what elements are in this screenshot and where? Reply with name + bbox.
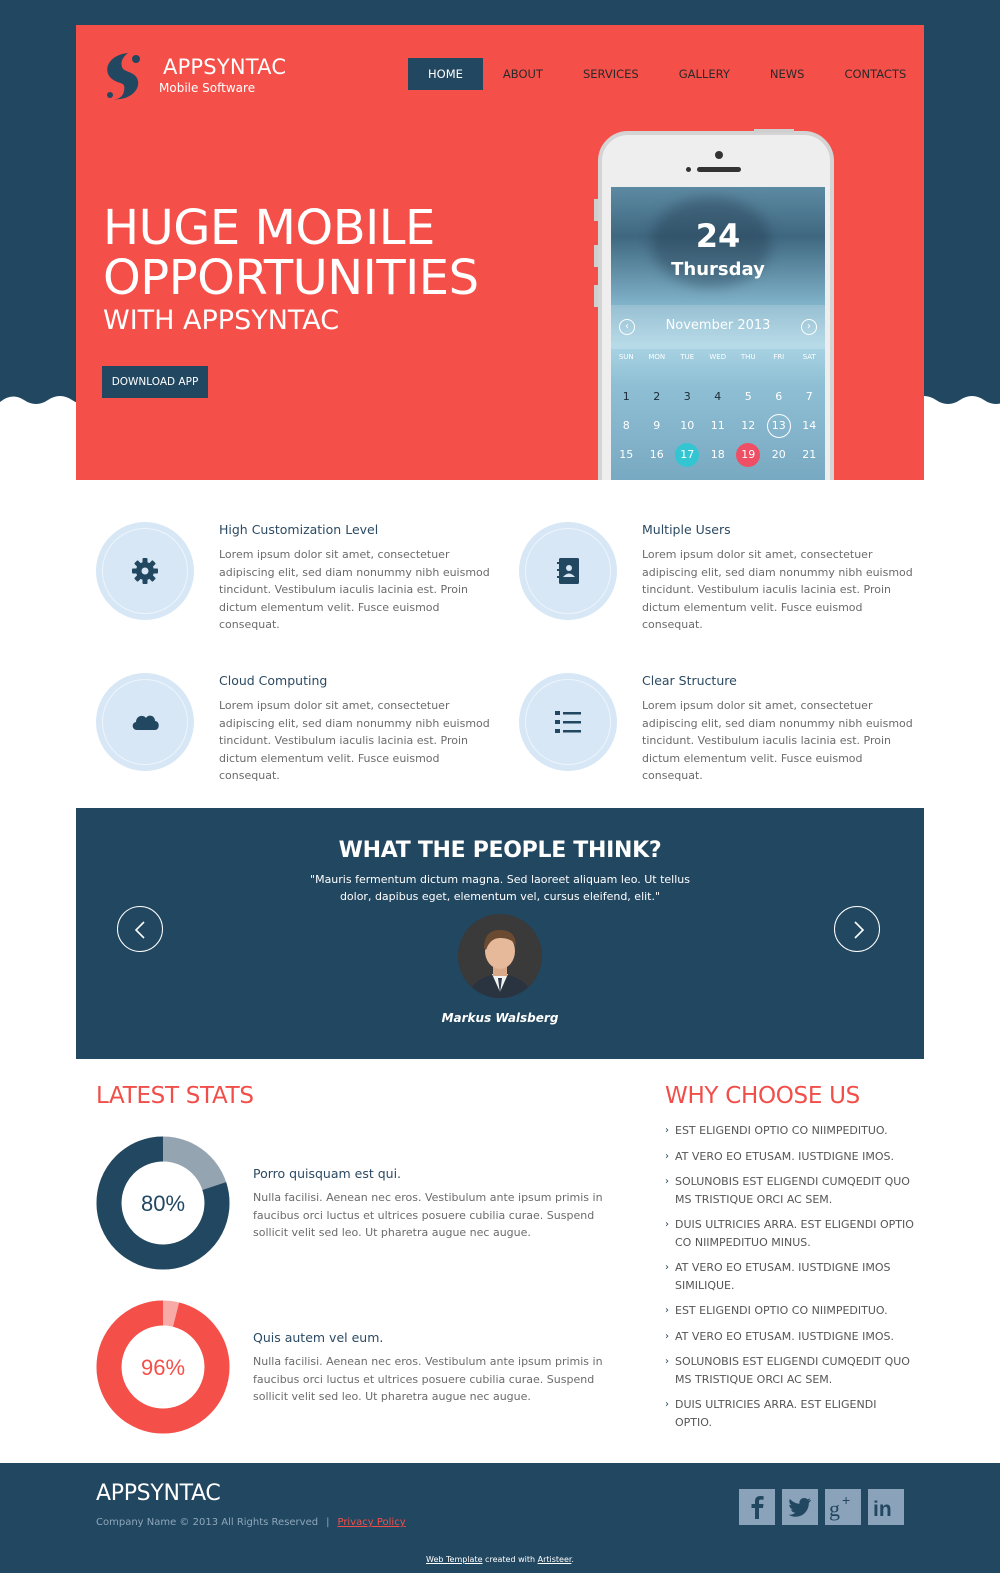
nav-contacts[interactable]: CONTACTS — [844, 67, 907, 81]
nav-services[interactable]: SERVICES — [582, 67, 639, 81]
calendar-day[interactable]: 9 — [653, 419, 661, 432]
linkedin-icon — [868, 1489, 904, 1525]
feature-icon-circle — [96, 522, 194, 620]
nav-news[interactable]: NEWS — [769, 67, 805, 81]
calendar-day[interactable]: 15 — [619, 448, 634, 461]
twitter-button[interactable] — [782, 1489, 818, 1525]
main-nav — [408, 58, 924, 90]
list-item: › AT VERO EO ETUSAM. IUSTDIGNE IMOS. — [665, 1148, 915, 1166]
twitter-icon — [782, 1489, 818, 1525]
chevron-left-icon — [131, 920, 151, 940]
list-item: › EST ELIGENDI OPTIO CO NIIMPEDITUO. — [665, 1302, 915, 1320]
artisteer-link[interactable]: Artisteer — [537, 1555, 572, 1564]
calendar-month-bar — [611, 305, 825, 349]
calendar-day-number: 24 — [695, 217, 741, 255]
credit-text: created with — [482, 1555, 538, 1564]
calendar-day[interactable]: 7 — [805, 390, 813, 403]
stat-percent-label: 80% — [140, 1191, 186, 1216]
feature-text: Lorem ipsum dolor sit amet, consectetuer adipiscing elit, sed diam nonummy nibh euismod tincidunt. Vestibulum iaculis lacinia est. Proin dictum elementum velit. Fusce euismod consequat. — [219, 548, 490, 631]
why-title: WHY CHOOSE US — [665, 1083, 860, 1109]
stat-title: Porro quisquam est qui. — [253, 1166, 402, 1181]
weekday-label: WED — [709, 353, 727, 361]
nav-home[interactable]: HOME — [408, 58, 483, 90]
stat-item-2 — [96, 1300, 636, 1436]
calendar-prev-icon[interactable]: ‹ — [619, 319, 635, 335]
stats-title: LATEST STATS — [96, 1083, 254, 1109]
calendar-weekday-row — [611, 353, 825, 361]
list-item: › SOLUNOBIS EST ELIGENDI CUMQEDIT QUO MS TRISTIQUE ORCI AC SEM. — [665, 1175, 910, 1206]
chevron-right-icon: › — [665, 1305, 669, 1316]
feature-title: High Customization Level — [219, 522, 379, 537]
testimonial-quote: "Mauris fermentum dictum magna. Sed laoreet aliquam leo. Ut tellus dolor, dapibus eget, elementum vel, cursus eleifend, elit." — [310, 873, 690, 903]
hero-headline-line2: OPPORTUNITIES — [103, 250, 479, 306]
calendar-day[interactable]: 8 — [622, 419, 630, 432]
list-item: › SOLUNOBIS EST ELIGENDI CUMQEDIT QUO MS TRISTIQUE ORCI AC SEM. — [665, 1355, 910, 1386]
chevron-right-icon: › — [665, 1176, 669, 1187]
weekday-label: SUN — [618, 353, 634, 361]
feature-clear-structure — [499, 673, 919, 782]
feature-icon-circle — [96, 673, 194, 771]
phone-mute-switch — [594, 199, 598, 221]
feature-title: Clear Structure — [642, 673, 737, 688]
contact-book-icon — [552, 555, 584, 587]
web-template-link[interactable]: Web Template — [426, 1555, 483, 1564]
calendar-day[interactable]: 4 — [714, 390, 722, 403]
hero-headline-line1: HUGE MOBILE — [103, 200, 435, 256]
calendar-week-3 — [611, 444, 825, 466]
list-item: › EST ELIGENDI OPTIO CO NIIMPEDITUO. — [665, 1122, 915, 1140]
calendar-day[interactable]: 14 — [802, 419, 817, 432]
stat-text: Nulla facilisi. Aenean nec eros. Vestibulum ante ipsum primis in faucibus orci luctus et ultrices posuere cubilia curae. Suspend sollicit velit sed leo. Ut pharetra augue nec augue. — [253, 1191, 603, 1239]
facebook-icon — [739, 1489, 775, 1525]
stat-item-1 — [96, 1136, 636, 1272]
credit-end: . — [571, 1555, 574, 1564]
phone-speaker — [697, 167, 741, 172]
feature-customization — [76, 522, 496, 631]
feature-text: Lorem ipsum dolor sit amet, consectetuer adipiscing elit, sed diam nonummy nibh euismod tincidunt. Vestibulum iaculis lacinia est. Proin dictum elementum velit. Fusce euismod consequat. — [642, 548, 913, 631]
calendar-day[interactable]: 16 — [649, 448, 664, 461]
hero-subheadline: WITH APPSYNTAC — [103, 305, 340, 336]
calendar-day-today[interactable]: 17 — [672, 444, 703, 466]
phone-camera — [715, 151, 723, 159]
feature-text: Lorem ipsum dolor sit amet, consectetuer adipiscing elit, sed diam nonummy nibh euismod tincidunt. Vestibulum iaculis lacinia est. Proin dictum elementum velit. Fusce euismod consequat. — [642, 699, 913, 782]
hero-headline — [103, 200, 479, 306]
privacy-policy-link[interactable]: Privacy Policy — [337, 1517, 406, 1528]
stat-title: Quis autem vel eum. — [253, 1330, 384, 1345]
gear-icon — [129, 555, 161, 587]
feature-title: Multiple Users — [642, 522, 731, 537]
calendar-day[interactable]: 5 — [744, 390, 752, 403]
calendar-day-selected[interactable]: 13 — [764, 415, 795, 437]
calendar-day[interactable]: 6 — [775, 390, 783, 403]
svg-text:g: g — [829, 1496, 840, 1521]
list-item: › DUIS ULTRICIES ARRA. EST ELIGENDI OPTIO. — [665, 1398, 877, 1429]
footer — [0, 1463, 1000, 1573]
logo-icon — [98, 51, 148, 101]
testimonial-next-button[interactable] — [834, 906, 880, 952]
calendar-week-2 — [611, 415, 825, 437]
phone-volume-up — [594, 245, 598, 267]
feature-title: Cloud Computing — [219, 673, 328, 688]
cloud-icon — [129, 706, 161, 738]
feature-icon-circle — [519, 673, 617, 771]
svg-text:+: + — [842, 1492, 851, 1508]
chevron-right-icon: › — [665, 1330, 669, 1342]
facebook-button[interactable] — [739, 1489, 775, 1525]
calendar-day[interactable]: 18 — [710, 448, 725, 461]
calendar-month-label: November 2013 — [665, 318, 771, 333]
feature-multiple-users — [499, 522, 919, 631]
phone-power-button — [754, 129, 794, 133]
footer-separator: | — [326, 1517, 330, 1528]
nav-about[interactable]: ABOUT — [502, 67, 543, 81]
weekday-label: FRI — [773, 353, 785, 361]
linkedin-button[interactable] — [868, 1489, 904, 1525]
footer-credit — [0, 1555, 1000, 1564]
nav-gallery[interactable]: GALLERY — [678, 67, 730, 81]
phone-volume-down — [594, 285, 598, 307]
footer-copyright-line — [96, 1517, 406, 1528]
calendar-next-icon[interactable]: › — [801, 319, 817, 335]
calendar-day[interactable]: 3 — [683, 390, 691, 403]
testimonial-prev-button[interactable] — [117, 906, 163, 952]
phone-mockup — [598, 131, 834, 480]
weekday-label: SAT — [802, 353, 816, 361]
avatar — [458, 914, 542, 998]
calendar-day-name: Thursday — [671, 259, 765, 280]
progress-donut — [96, 1136, 230, 1270]
feature-icon-circle — [519, 522, 617, 620]
google-plus-button[interactable] — [825, 1489, 861, 1525]
svg-text:in: in — [873, 1498, 892, 1521]
list-item: › AT VERO EO ETUSAM. IUSTDIGNE IMOS SIMILIQUE. — [665, 1261, 891, 1292]
calendar-day-event[interactable]: 19 — [733, 444, 764, 466]
list-item: › AT VERO EO ETUSAM. IUSTDIGNE IMOS. — [665, 1328, 915, 1346]
calendar-day[interactable]: 10 — [680, 419, 695, 432]
chevron-right-icon: › — [665, 1262, 669, 1273]
brand-tagline: Mobile Software — [159, 81, 256, 95]
footer-brand: APPSYNTAC — [96, 1481, 221, 1506]
chevron-right-icon: › — [665, 1150, 669, 1162]
weekday-label: TUE — [680, 353, 695, 361]
brand-name[interactable]: APPSYNTAC — [163, 55, 287, 79]
calendar-day[interactable]: 2 — [653, 390, 661, 403]
phone-screen — [611, 187, 825, 480]
stat-text: Nulla facilisi. Aenean nec eros. Vestibulum ante ipsum primis in faucibus orci luctus et ultrices posuere cubilia curae. Suspend sollicit velit sed leo. Ut pharetra augue nec augue. — [253, 1355, 603, 1403]
calendar-day[interactable]: 20 — [771, 448, 786, 461]
calendar-day[interactable]: 21 — [802, 448, 817, 461]
chevron-right-icon: › — [665, 1399, 669, 1410]
testimonial-title: WHAT THE PEOPLE THINK? — [338, 838, 662, 863]
list-icon — [552, 706, 584, 738]
weekday-label: MON — [648, 353, 666, 361]
chevron-right-icon: › — [665, 1356, 669, 1367]
hero-section — [76, 25, 924, 480]
chevron-right-icon — [848, 920, 868, 940]
testimonial-author: Markus Walsberg — [441, 1011, 559, 1025]
copyright-text: Company Name © 2013 All Rights Reserved — [96, 1517, 319, 1528]
calendar-day[interactable]: 11 — [710, 419, 725, 432]
feature-cloud-computing — [76, 673, 496, 782]
google-plus-icon — [825, 1489, 861, 1525]
chevron-right-icon: › — [665, 1125, 669, 1136]
chevron-right-icon: › — [665, 1219, 669, 1230]
stat-percent-label: 96% — [140, 1355, 186, 1380]
calendar-day[interactable]: 1 — [622, 390, 630, 403]
progress-donut — [96, 1300, 230, 1434]
why-list — [665, 1122, 915, 1439]
calendar-week-1 — [611, 386, 825, 408]
phone-sensor — [686, 167, 691, 172]
list-item: › DUIS ULTRICIES ARRA. EST ELIGENDI OPTIO CO NIIMPEDITUO MINUS. — [665, 1218, 914, 1249]
person-portrait-icon — [458, 914, 542, 998]
feature-text: Lorem ipsum dolor sit amet, consectetuer adipiscing elit, sed diam nonummy nibh euismod tincidunt. Vestibulum iaculis lacinia est. Proin dictum elementum velit. Fusce euismod consequat. — [219, 699, 490, 782]
weekday-label: THU — [740, 353, 756, 361]
testimonial-section — [76, 808, 924, 1059]
download-app-button[interactable]: DOWNLOAD APP — [102, 366, 208, 398]
calendar-day[interactable]: 12 — [741, 419, 756, 432]
